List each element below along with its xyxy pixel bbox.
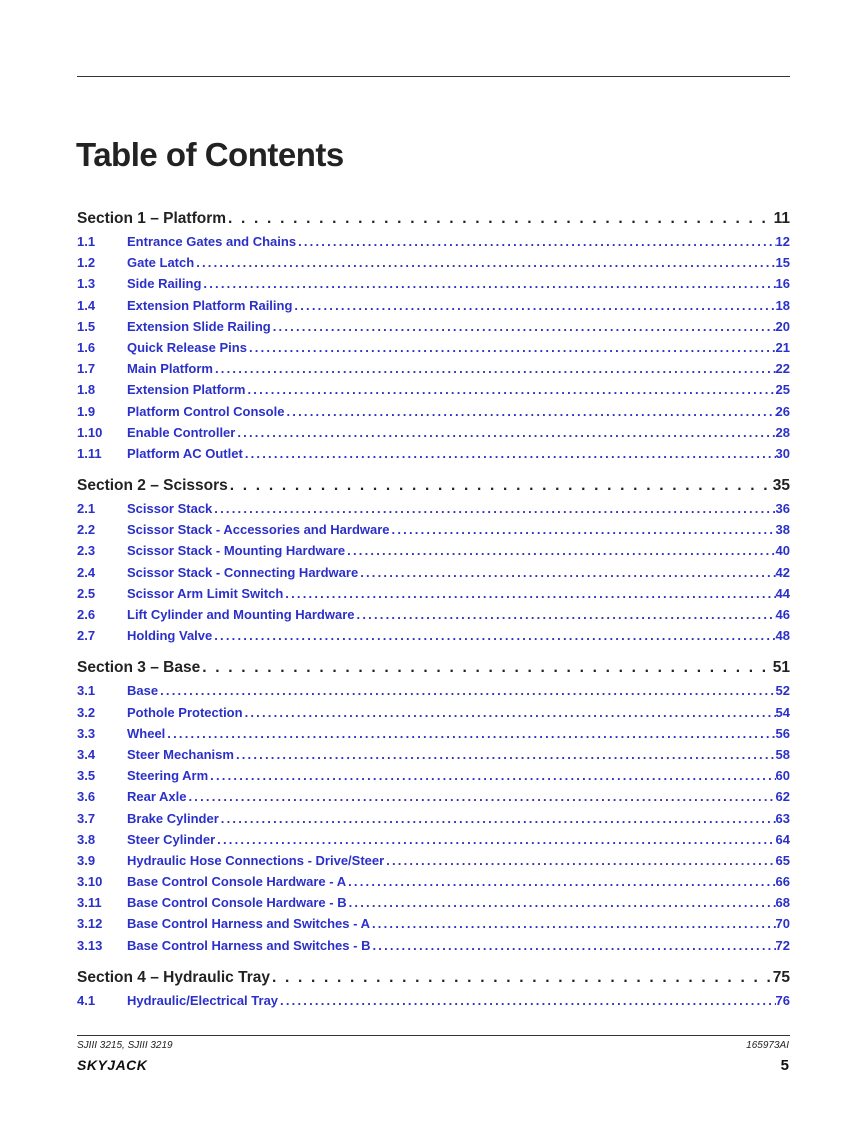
section-heading[interactable] <box>77 477 790 501</box>
entry-page: 15 <box>775 255 790 271</box>
toc-entry[interactable] <box>77 811 790 832</box>
entry-label: Base Control Harness and Switches - A <box>127 916 370 932</box>
entry-number: 1.9 <box>77 403 96 419</box>
toc-entry[interactable] <box>77 938 790 959</box>
entry-number: 3.7 <box>77 810 96 826</box>
entry-page: 18 <box>775 297 790 313</box>
entry-page: 68 <box>775 895 790 911</box>
entry-label: Scissor Stack - Mounting Hardware <box>127 543 346 559</box>
entry-number: 3.4 <box>77 746 96 762</box>
footer-doc-number: 165973AI <box>746 1040 789 1051</box>
entry-label: Scissor Stack - Accessories and Hardware <box>127 522 390 538</box>
entry-number: 3.6 <box>77 789 96 805</box>
dot-leader <box>215 832 775 847</box>
entry-label: Quick Release Pins <box>127 339 247 355</box>
entry-label: Scissor Stack - Connecting Hardware <box>127 564 359 580</box>
entry-page: 64 <box>775 831 790 847</box>
toc-entry[interactable] <box>77 298 790 319</box>
toc-entry[interactable] <box>77 255 790 276</box>
entry-page: 16 <box>775 276 790 292</box>
entry-label: Side Railing <box>127 276 202 292</box>
entry-page: 60 <box>775 768 790 784</box>
dot-leader <box>212 628 775 643</box>
toc-entry[interactable] <box>77 234 790 255</box>
entry-label: Steering Arm <box>127 768 209 784</box>
entry-number: 1.10 <box>77 424 103 440</box>
toc-entry[interactable] <box>77 382 790 403</box>
entry-label: Gate Latch <box>127 255 195 271</box>
toc-entry[interactable] <box>77 726 790 747</box>
dot-leader <box>243 705 776 720</box>
entry-label: Base <box>127 683 159 699</box>
toc-entry[interactable] <box>77 522 790 543</box>
dot-leader <box>345 543 775 558</box>
entry-number: 2.3 <box>77 543 96 559</box>
toc-entry[interactable] <box>77 543 790 564</box>
entry-page: 48 <box>775 628 790 644</box>
dot-leader <box>208 768 775 783</box>
entry-label: Extension Platform Railing <box>127 297 293 313</box>
entry-number: 3.2 <box>77 704 96 720</box>
entry-number: 1.6 <box>77 339 96 355</box>
dot-leader <box>283 586 775 601</box>
entry-page: 30 <box>775 445 790 461</box>
section-title: Section 4 – Hydraulic Tray <box>77 968 270 986</box>
toc-entry[interactable] <box>77 683 790 704</box>
entry-label: Rear Axle <box>127 789 187 805</box>
section-heading[interactable] <box>77 969 790 993</box>
toc-entry[interactable] <box>77 993 790 1014</box>
entry-page: 22 <box>775 361 790 377</box>
entry-page: 12 <box>775 234 790 249</box>
entry-page: 63 <box>775 810 790 826</box>
entry-number: 3.1 <box>77 683 96 699</box>
toc-entry[interactable] <box>77 425 790 446</box>
entry-number: 2.6 <box>77 607 96 622</box>
entry-label: Base Control Harness and Switches - B <box>127 937 371 953</box>
dot-leader <box>234 747 776 762</box>
entry-number: 2.5 <box>77 585 96 601</box>
dot-leader <box>201 276 775 291</box>
entry-page: 76 <box>775 992 790 1008</box>
entry-page: 36 <box>775 501 790 517</box>
entry-number: 2.4 <box>77 564 96 580</box>
dot-leader <box>165 726 775 741</box>
dot-leader <box>355 607 776 622</box>
section-title: Section 2 – Scissors <box>77 477 228 495</box>
toc-entry[interactable] <box>77 874 790 895</box>
entry-page: 44 <box>775 585 790 601</box>
toc-entry[interactable] <box>77 768 790 789</box>
entry-number: 2.2 <box>77 522 96 538</box>
dot-leader <box>200 659 773 677</box>
toc-entry[interactable] <box>77 916 790 937</box>
dot-leader <box>194 255 775 270</box>
section-page: 51 <box>772 659 790 677</box>
entry-label: Scissor Arm Limit Switch <box>127 585 284 601</box>
toc-entry[interactable] <box>77 501 790 522</box>
entry-label: Holding Valve <box>127 628 213 644</box>
dot-leader <box>213 361 776 376</box>
toc-entry[interactable] <box>77 361 790 382</box>
entry-page: 72 <box>775 937 790 953</box>
section-heading[interactable] <box>77 210 790 234</box>
entry-number: 3.11 <box>77 895 102 911</box>
entry-page: 42 <box>775 564 790 580</box>
entry-number: 1.8 <box>77 382 96 398</box>
entry-number: 2.1 <box>77 501 96 517</box>
entry-page: 52 <box>775 683 790 699</box>
entry-number: 1.2 <box>77 255 96 271</box>
section-heading[interactable] <box>77 659 790 683</box>
dot-leader <box>245 382 775 397</box>
dot-leader <box>390 522 776 537</box>
entry-label: Brake Cylinder <box>127 810 219 826</box>
page-number: 5 <box>780 1057 789 1074</box>
entry-page: 40 <box>775 543 790 559</box>
entry-number: 3.8 <box>77 831 96 847</box>
section-title: Section 1 – Platform <box>77 210 227 227</box>
dot-leader <box>187 789 776 804</box>
dot-leader <box>384 853 775 868</box>
entry-page: 26 <box>775 403 790 419</box>
section-title: Section 3 – Base <box>77 659 201 677</box>
toc-entry[interactable] <box>77 895 790 916</box>
dot-leader <box>296 234 775 249</box>
dot-leader <box>226 210 774 228</box>
entry-label: Scissor Stack <box>127 501 213 517</box>
entry-number: 1.11 <box>77 445 102 461</box>
entry-label: Steer Cylinder <box>127 831 216 847</box>
dot-leader <box>228 477 773 495</box>
dot-leader <box>370 938 775 953</box>
dot-leader <box>370 916 776 931</box>
entry-number: 3.9 <box>77 852 96 868</box>
entry-number: 4.1 <box>77 992 96 1008</box>
dot-leader <box>247 340 776 355</box>
entry-number: 1.1 <box>77 234 96 249</box>
entry-number: 2.7 <box>77 628 96 644</box>
entry-page: 46 <box>775 607 790 622</box>
entry-number: 3.10 <box>77 874 103 890</box>
section-page: 35 <box>772 477 790 495</box>
entry-page: 58 <box>775 746 790 762</box>
dot-leader <box>271 319 776 334</box>
toc-entry[interactable] <box>77 340 790 361</box>
dot-leader <box>270 969 773 987</box>
entry-number: 3.5 <box>77 768 96 784</box>
toc-entry[interactable] <box>77 607 790 628</box>
entry-page: 62 <box>775 789 790 805</box>
dot-leader <box>284 404 775 419</box>
entry-label: Main Platform <box>127 361 213 377</box>
entry-label: Lift Cylinder and Mounting Hardware <box>127 607 355 622</box>
entry-label: Extension Platform <box>127 382 246 398</box>
toc-entry[interactable] <box>77 319 790 340</box>
skyjack-logo: SKYJACK <box>77 1057 148 1073</box>
dot-leader <box>243 446 776 461</box>
entry-page: 70 <box>775 916 790 932</box>
entry-label: Hydraulic Hose Connections - Drive/Steer <box>127 852 385 868</box>
toc-entry[interactable] <box>77 705 790 726</box>
entry-number: 1.5 <box>77 318 96 334</box>
section-page: 75 <box>772 968 790 986</box>
entry-label: Wheel <box>127 725 166 741</box>
entry-page: 56 <box>775 725 790 741</box>
entry-number: 1.3 <box>77 276 96 292</box>
entry-label: Extension Slide Railing <box>127 318 271 334</box>
entry-page: 21 <box>775 339 790 355</box>
toc-entry[interactable] <box>77 586 790 607</box>
toc-entry[interactable] <box>77 853 790 874</box>
entry-label: Platform AC Outlet <box>127 445 243 461</box>
dot-leader <box>278 993 776 1008</box>
dot-leader <box>219 811 776 826</box>
entry-page: 20 <box>775 318 790 334</box>
entry-label: Hydraulic/Electrical Tray <box>127 992 279 1008</box>
entry-number: 3.13 <box>77 937 103 953</box>
dot-leader <box>235 425 775 440</box>
entry-number: 1.7 <box>77 361 96 377</box>
dot-leader <box>347 895 776 910</box>
dot-leader <box>346 874 775 889</box>
dot-leader <box>212 501 775 516</box>
entry-page: 66 <box>775 874 790 890</box>
entry-page: 65 <box>775 852 790 868</box>
toc-entry[interactable] <box>77 446 790 467</box>
dot-leader <box>158 683 775 698</box>
footer-rule <box>77 1035 790 1036</box>
page-title: Table of Contents <box>76 136 344 173</box>
entry-label: Pothole Protection <box>127 704 243 720</box>
entry-number: 1.4 <box>77 297 96 313</box>
dot-leader <box>292 298 775 313</box>
toc-entry[interactable] <box>77 747 790 768</box>
toc-entry[interactable] <box>77 628 790 649</box>
dot-leader <box>358 565 775 580</box>
entry-page: 38 <box>775 522 790 538</box>
table-of-contents <box>77 210 790 1014</box>
toc-entry[interactable] <box>77 276 790 297</box>
entry-page: 54 <box>775 704 790 720</box>
footer-models: SJIII 3215, SJIII 3219 <box>77 1040 173 1051</box>
entry-page: 25 <box>775 382 790 398</box>
entry-label: Base Control Console Hardware - A <box>127 874 347 890</box>
entry-label: Platform Control Console <box>127 403 285 419</box>
toc-entry[interactable] <box>77 789 790 810</box>
entry-label: Enable Controller <box>127 424 236 440</box>
toc-entry[interactable] <box>77 565 790 586</box>
entry-number: 3.3 <box>77 725 96 741</box>
entry-label: Entrance Gates and Chains <box>127 234 297 249</box>
toc-entry[interactable] <box>77 404 790 425</box>
entry-number: 3.12 <box>77 916 103 932</box>
entry-label: Steer Mechanism <box>127 746 234 762</box>
entry-page: 28 <box>775 424 790 440</box>
header-rule <box>77 76 790 77</box>
section-page: 11 <box>773 210 790 227</box>
entry-label: Base Control Console Hardware - B <box>127 895 347 911</box>
toc-entry[interactable] <box>77 832 790 853</box>
